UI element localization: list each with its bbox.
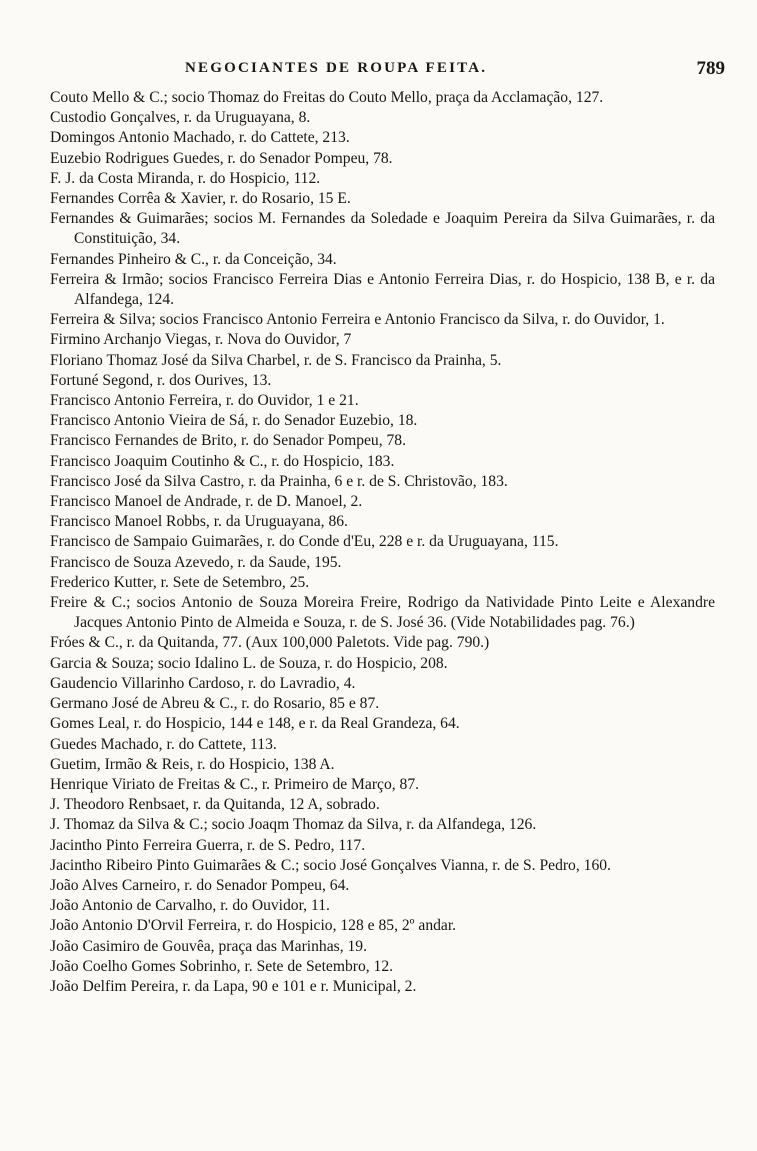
list-item: Frederico Kutter, r. Sete de Setembro, 25. [50,573,310,591]
running-title: NEGOCIANTES DE ROUPA FEITA. [185,60,488,76]
list-item: F. J. da Costa Miranda, r. do Hospicio, 112. [50,169,321,187]
list-item: Guetim, Irmão & Reis, r. do Hospicio, 138 A. [50,755,335,773]
list-item: João Casimiro de Gouvêa, praça das Marinhas, 19. [50,937,367,955]
list-item: Couto Mello & C.; socio Thomaz do Freitas do Couto Mello, praça da Acclamação, 127. [50,89,604,106]
list-item: Fernandes Corrêa & Xavier, r. do Rosario, 15 E. [50,190,351,208]
list-item: Garcia & Souza; socio Idalino L. de Souza, r. do Hospicio, 208. [50,654,448,672]
list-item: Jacintho Pinto Ferreira Guerra, r. de S. Pedro, 117. [50,836,366,854]
list-item: Gomes Leal, r. do Hospicio, 144 e 148, e r. da Real Grandeza, 64. [50,715,460,733]
list-item: Firmino Archanjo Viegas, r. Nova do Ouvidor, 7 [50,331,352,349]
page-header [185,58,725,84]
list-item: João Delfim Pereira, r. da Lapa, 90 e 101 e r. Municipal, 2. [50,977,417,995]
list-item: Euzebio Rodrigues Guedes, r. do Senador Pompeu, 78. [50,149,393,167]
list-item: João Antonio D'Orvil Ferreira, r. do Hospicio, 128 e 85, 2º andar. [50,917,457,935]
list-item: João Coelho Gomes Sobrinho, r. Sete de Setembro, 12. [50,957,394,975]
list-item: Francisco Joaquim Coutinho & C., r. do Hospicio, 183. [50,452,395,470]
list-item: Jacintho Ribeiro Pinto Guimarães & C.; socio José Gonçalves Vianna, r. de S. Pedro, 160. [50,856,611,874]
list-item: Francisco de Souza Azevedo, r. da Saude, 195. [50,553,342,571]
list-item: Freire & C.; socios Antonio de Souza Moreira Freire, Rodrigo da Natividade Pinto Leite e Alexandre Jacques Antonio Pinto de Almeida e Souza, r. de S. José 36. (Vide Notabilidades pag. 76.) [50,594,715,632]
list-item: Fróes & C., r. da Quitanda, 77. (Aux 100,000 Paletots. Vide pag. 790.) [50,634,490,652]
list-item: Francisco José da Silva Castro, r. da Prainha, 6 e r. de S. Christovão, 183. [50,472,508,490]
list-item: Fernandes Pinheiro & C., r. da Conceição, 34. [50,250,337,268]
list-item: João Antonio de Carvalho, r. do Ouvidor, 11. [50,897,330,915]
list-item: J. Thomaz da Silva & C.; socio Joaqm Thomaz da Silva, r. da Alfandega, 126. [50,816,537,834]
list-item: Francisco Antonio Ferreira, r. do Ouvidor, 1 e 21. [50,392,359,410]
page-number: 789 [696,58,725,79]
list-item: Francisco Antonio Vieira de Sá, r. do Senador Euzebio, 18. [50,412,418,430]
list-item: Francisco Manoel Robbs, r. da Uruguayana, 86. [50,513,348,531]
list-item: Francisco Fernandes de Brito, r. do Senador Pompeu, 78. [50,432,406,450]
list-item: Germano José de Abreu & C., r. do Rosario, 85 e 87. [50,695,380,713]
list-item: Ferreira & Silva; socios Francisco Antonio Ferreira e Antonio Francisco da Silva, r. do Ouvidor, 1. [50,311,665,329]
list-item: Domingos Antonio Machado, r. do Cattete, 213. [50,129,350,147]
list-item: J. Theodoro Renbsaet, r. da Quitanda, 12 A, sobrado. [50,796,380,814]
list-item: Gaudencio Villarinho Cardoso, r. do Lavradio, 4. [50,674,356,692]
list-item: Francisco Manoel de Andrade, r. de D. Manoel, 2. [50,493,363,511]
list-item: Henrique Viriato de Freitas & C., r. Primeiro de Março, 87. [50,775,420,793]
merchant-list [50,88,715,997]
list-item: Fernandes & Guimarães; socios M. Fernandes da Soledade e Joaquim Pereira da Silva Guimarães, r. da Constituição, 34. [50,210,715,248]
list-item: João Alves Carneiro, r. do Senador Pompeu, 64. [50,876,350,894]
list-item: Guedes Machado, r. do Cattete, 113. [50,735,277,753]
list-item: Custodio Gonçalves, r. da Uruguayana, 8. [50,109,311,127]
list-item: Francisco de Sampaio Guimarães, r. do Conde d'Eu, 228 e r. da Uruguayana, 115. [50,533,559,551]
list-item: Floriano Thomaz José da Silva Charbel, r. de S. Francisco da Prainha, 5. [50,351,502,369]
list-item: Fortuné Segond, r. dos Ourives, 13. [50,371,272,389]
list-item: Ferreira & Irmão; socios Francisco Ferreira Dias e Antonio Ferreira Dias, r. do Hospicio, 138 B, e r. da Alfandega, 124. [50,270,715,309]
